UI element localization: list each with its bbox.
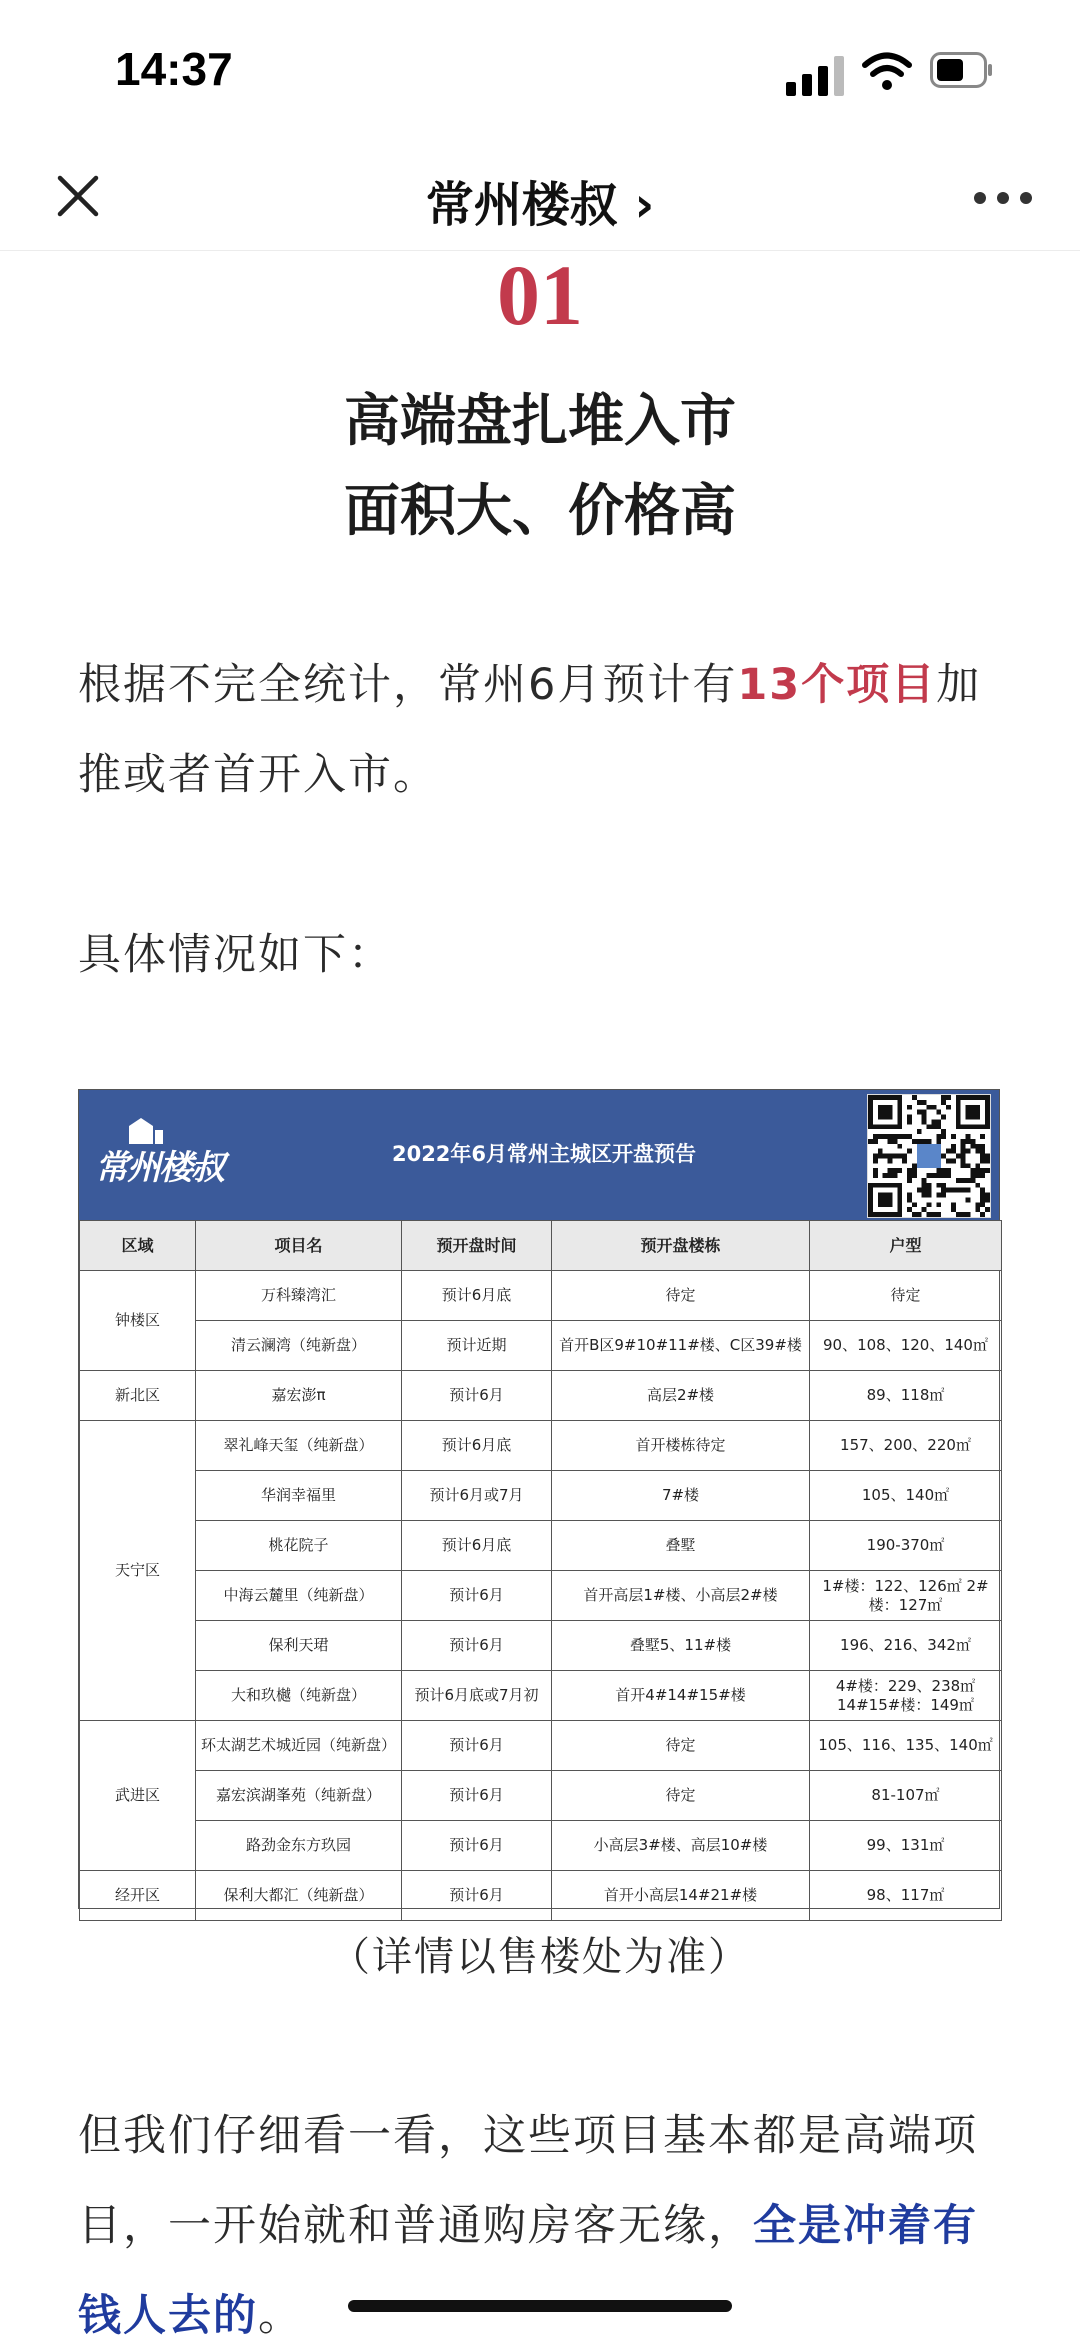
table-row xyxy=(80,1721,1002,1771)
project-cell: 万科臻湾汇 xyxy=(196,1271,402,1321)
section-heading-line1: 高端盘扎堆入市 xyxy=(344,389,736,454)
building-cell: 7#楼 xyxy=(552,1471,810,1521)
building-cell: 首开4#14#15#楼 xyxy=(552,1671,810,1721)
table-banner xyxy=(79,1090,999,1220)
building-cell: 待定 xyxy=(552,1771,810,1821)
project-cell: 翠礼峰天玺（纯新盘） xyxy=(196,1421,402,1471)
paragraph-intro xyxy=(78,640,1008,820)
project-cell: 保利大都汇（纯新盘） xyxy=(196,1871,402,1921)
unit-cell: 81-107㎡ xyxy=(810,1771,1002,1821)
wifi-icon xyxy=(862,50,912,92)
table-header-cell: 户型 xyxy=(810,1221,1002,1271)
building-cell: 高层2#楼 xyxy=(552,1371,810,1421)
building-cell: 叠墅5、11#楼 xyxy=(552,1621,810,1671)
logo-icon xyxy=(89,1116,239,1196)
building-cell: 首开B区9#10#11#楼、C区39#楼 xyxy=(552,1321,810,1371)
building-cell: 首开楼栋待定 xyxy=(552,1421,810,1471)
table-row xyxy=(80,1371,1002,1421)
paragraph-text: 。 xyxy=(258,2291,303,2337)
highlight-project-count: 13个项目 xyxy=(737,660,937,710)
unit-cell: 105、116、135、140㎡ xyxy=(810,1721,1002,1771)
time-cell: 预计6月 xyxy=(402,1771,552,1821)
time-cell: 预计6月或7月 xyxy=(402,1471,552,1521)
table-row xyxy=(80,1771,1002,1821)
table-row xyxy=(80,1871,1002,1921)
qr-code-icon xyxy=(867,1094,991,1218)
table-caption: （详情以售楼处为准） xyxy=(330,1934,750,1980)
paragraph-text: 根据不完全统计，常州6月预计有 xyxy=(78,660,738,710)
unit-cell: 99、131㎡ xyxy=(810,1821,1002,1871)
project-cell: 大和玖樾（纯新盘） xyxy=(196,1671,402,1721)
table-row xyxy=(80,1571,1002,1621)
unit-cell: 90、108、120、140㎡ xyxy=(810,1321,1002,1371)
time-cell: 预计6月底 xyxy=(402,1421,552,1471)
brand-name: 常州楼叔 xyxy=(95,1148,223,1188)
unit-cell: 190-370㎡ xyxy=(810,1521,1002,1571)
table-header-cell: 预开盘楼栋 xyxy=(552,1221,810,1271)
building-cell: 待定 xyxy=(552,1271,810,1321)
project-cell: 保利天珺 xyxy=(196,1621,402,1671)
building-cell: 待定 xyxy=(552,1721,810,1771)
project-cell: 环太湖艺术城近园（纯新盘） xyxy=(196,1721,402,1771)
time-cell: 预计6月 xyxy=(402,1621,552,1671)
battery-icon xyxy=(930,52,994,88)
home-indicator[interactable] xyxy=(348,2300,732,2312)
table-row xyxy=(80,1821,1002,1871)
table-row xyxy=(80,1471,1002,1521)
district-cell: 天宁区 xyxy=(80,1421,196,1721)
signal-icon xyxy=(786,52,846,96)
building-cell: 小高层3#楼、高层10#楼 xyxy=(552,1821,810,1871)
district-cell: 经开区 xyxy=(80,1871,196,1921)
status-bar xyxy=(0,0,1080,140)
unit-cell: 157、200、220㎡ xyxy=(810,1421,1002,1471)
unit-cell: 89、118㎡ xyxy=(810,1371,1002,1421)
project-cell: 嘉宏滨湖峯苑（纯新盘） xyxy=(196,1771,402,1821)
project-cell: 嘉宏澎π xyxy=(196,1371,402,1421)
more-icon[interactable] xyxy=(968,188,1038,208)
table-row xyxy=(80,1271,1002,1321)
building-cell: 首开小高层14#21#楼 xyxy=(552,1871,810,1921)
unit-cell: 4#楼：229、238㎡ 14#15#楼：149㎡ xyxy=(810,1671,1002,1721)
section-number: 01 xyxy=(497,251,583,343)
time-cell: 预计6月 xyxy=(402,1721,552,1771)
status-time: 14:37 xyxy=(115,43,233,95)
unit-cell: 196、216、342㎡ xyxy=(810,1621,1002,1671)
time-cell: 预计6月底或7月初 xyxy=(402,1671,552,1721)
district-cell: 武进区 xyxy=(80,1721,196,1871)
paragraph-text: 加推或者首开入市。 xyxy=(78,660,982,800)
table-row xyxy=(80,1621,1002,1671)
project-cell: 路劲金东方玖园 xyxy=(196,1821,402,1871)
article-content xyxy=(0,251,1080,2337)
table-row xyxy=(80,1421,1002,1471)
project-cell: 清云澜湾（纯新盘） xyxy=(196,1321,402,1371)
table-row xyxy=(80,1671,1002,1721)
time-cell: 预计6月 xyxy=(402,1571,552,1621)
opening-schedule-table xyxy=(79,1220,1002,1921)
project-cell: 华润幸福里 xyxy=(196,1471,402,1521)
table-row xyxy=(80,1321,1002,1371)
building-cell: 首开高层1#楼、小高层2#楼 xyxy=(552,1571,810,1621)
time-cell: 预计6月 xyxy=(402,1371,552,1421)
table-header-cell: 预开盘时间 xyxy=(402,1221,552,1271)
unit-cell: 105、140㎡ xyxy=(810,1471,1002,1521)
section-heading-line2: 面积大、价格高 xyxy=(344,479,736,544)
top-nav-bar xyxy=(0,140,1080,251)
unit-cell: 98、117㎡ xyxy=(810,1871,1002,1921)
time-cell: 预计近期 xyxy=(402,1321,552,1371)
unit-cell: 待定 xyxy=(810,1271,1002,1321)
district-cell: 钟楼区 xyxy=(80,1271,196,1371)
table-title: 2022年6月常州主城区开盘预告 xyxy=(391,1142,697,1166)
project-cell: 桃花院子 xyxy=(196,1521,402,1571)
time-cell: 预计6月 xyxy=(402,1871,552,1921)
account-title[interactable]: 常州楼叔 › xyxy=(425,177,655,233)
table-header-cell: 区域 xyxy=(80,1221,196,1271)
highlight-wealthy-buyers: 全是冲着有钱人去的 xyxy=(78,2201,978,2337)
opening-schedule-image[interactable] xyxy=(78,1089,1000,1909)
table-row xyxy=(80,1521,1002,1571)
paragraph-text: 但我们仔细看一看，这些项目基本都是高端项目，一开始就和普通购房客无缘， xyxy=(78,2111,978,2251)
time-cell: 预计6月底 xyxy=(402,1271,552,1321)
district-cell: 新北区 xyxy=(80,1371,196,1421)
time-cell: 预计6月 xyxy=(402,1821,552,1871)
building-cell: 叠墅 xyxy=(552,1521,810,1571)
project-cell: 中海云麓里（纯新盘） xyxy=(196,1571,402,1621)
paragraph-details: 具体情况如下： xyxy=(78,930,393,980)
table-header-cell: 项目名 xyxy=(196,1221,402,1271)
unit-cell: 1#楼：122、126㎡ 2#楼：127㎡ xyxy=(810,1571,1002,1621)
time-cell: 预计6月底 xyxy=(402,1521,552,1571)
